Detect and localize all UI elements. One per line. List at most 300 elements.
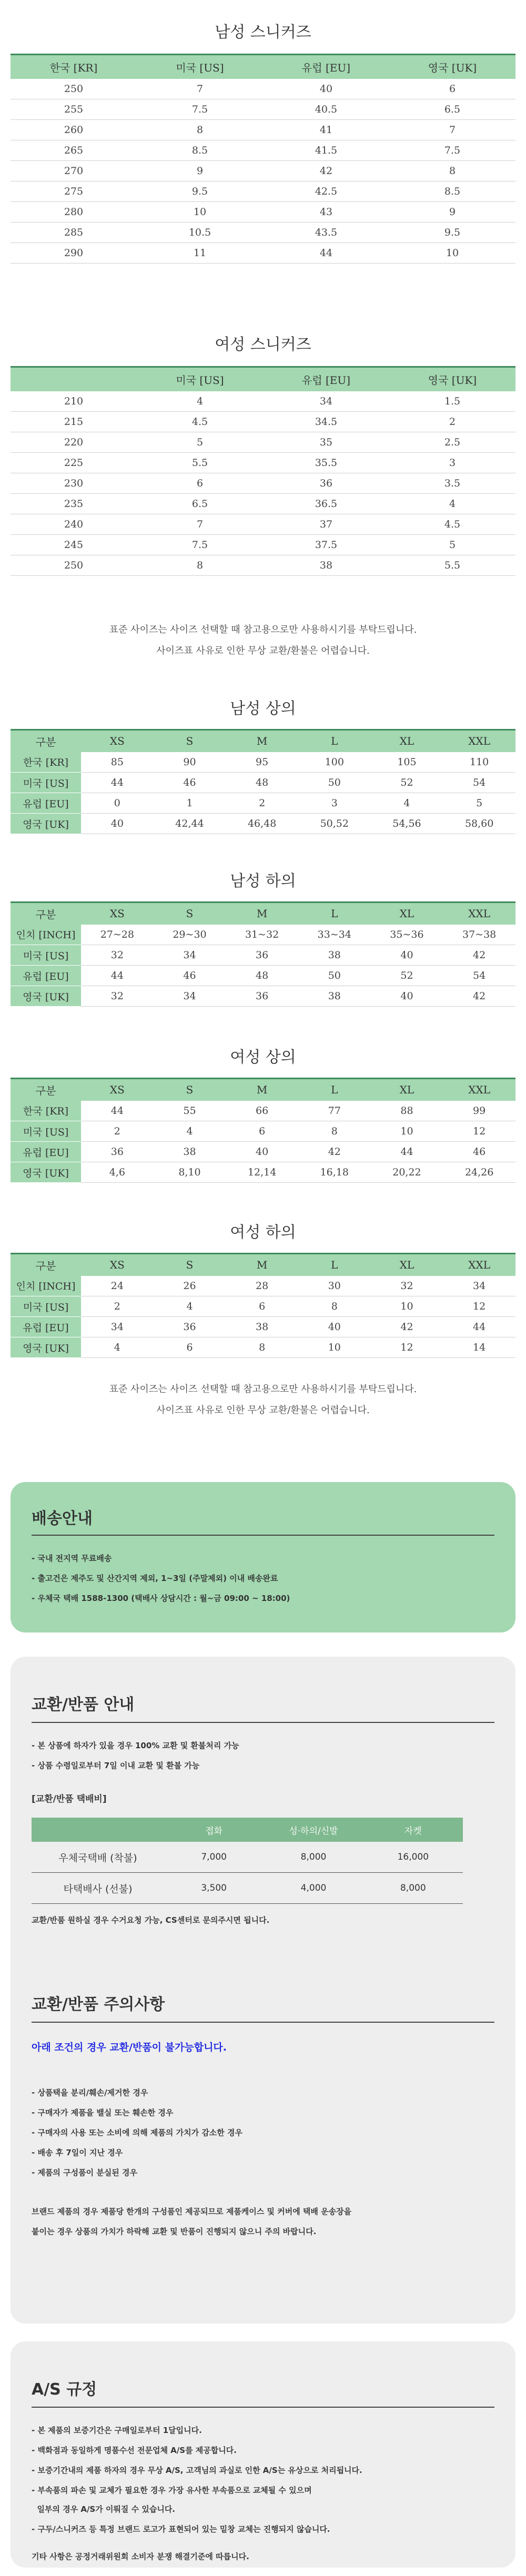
- table-row: [11, 494, 515, 514]
- table-cell: 54: [443, 773, 515, 793]
- table-cell: 40: [371, 986, 443, 1007]
- size-header: L: [298, 730, 371, 752]
- men-sneakers-table: [11, 54, 515, 263]
- men-sneakers-title: 남성 스니커즈: [215, 23, 311, 42]
- table-cell: 235: [11, 494, 137, 514]
- size-notice-2-line2: 사이즈표 사유로 인한 무상 교환/환불은 어렵습니다.: [156, 1405, 370, 1416]
- header-label: 구분: [11, 1254, 81, 1276]
- table-cell: 6.5: [389, 99, 515, 120]
- table-cell: 34: [154, 945, 226, 966]
- table-cell: 36.5: [263, 494, 389, 514]
- table-cell: 8: [298, 1296, 371, 1317]
- table-cell: 33~34: [298, 925, 371, 945]
- table-cell: 225: [11, 453, 137, 473]
- table-cell: 8.5: [389, 181, 515, 202]
- size-header: XL: [371, 1254, 443, 1276]
- table-cell: 260: [11, 120, 137, 140]
- table-cell: 12: [443, 1296, 515, 1317]
- table-cell: 41.5: [263, 140, 389, 161]
- table-cell: 3: [298, 793, 371, 814]
- table-cell: 38: [154, 1142, 226, 1162]
- shipping-box: [11, 1482, 515, 1632]
- men-tops-section: [11, 695, 515, 834]
- table-row: [11, 986, 515, 1007]
- table-cell: 40: [81, 814, 154, 834]
- row-header: 미국 [US]: [11, 945, 81, 966]
- table-cell: 8: [226, 1337, 298, 1358]
- row-header: 미국 [US]: [11, 1121, 81, 1142]
- men-bottoms-table: [11, 901, 515, 1007]
- as-line-2: - 백화점과 동일하게 명품수선 전문업체 A/S를 제공합니다.: [32, 2446, 237, 2455]
- table-cell: 34: [81, 1317, 154, 1337]
- header-label: 구분: [11, 1079, 81, 1101]
- table-cell: 4.5: [137, 412, 263, 432]
- table-cell: 34: [154, 986, 226, 1007]
- table-cell: 6: [226, 1296, 298, 1317]
- row-header: 영국 [UK]: [11, 1337, 81, 1358]
- table-cell: 10: [298, 1337, 371, 1358]
- table-cell: 42.5: [263, 181, 389, 202]
- table-row: [11, 773, 515, 793]
- table-cell: 37~38: [443, 925, 515, 945]
- table-row: [11, 814, 515, 834]
- men-sneakers-header: 유럽 [EU]: [263, 55, 389, 79]
- caution-line-1: - 상품택을 분리/훼손/제거한 경우: [32, 2088, 148, 2097]
- table-cell: 36: [226, 945, 298, 966]
- table-cell: 38: [298, 986, 371, 1007]
- exchange-footer: 교환/반품 원하실 경우 수거요청 가능, CS센터로 문의주시면 됩니다.: [32, 1915, 270, 1925]
- caution-title: 교환/반품 주의사항: [32, 1995, 165, 2014]
- table-cell: 8: [389, 161, 515, 181]
- table-cell: 50: [298, 966, 371, 986]
- header-label: 구분: [11, 730, 81, 752]
- men-bottoms-section: [11, 868, 515, 1007]
- size-header: XL: [371, 902, 443, 925]
- table-cell: 40.5: [263, 99, 389, 120]
- table-row: [11, 1162, 515, 1183]
- table-cell: 4: [137, 391, 263, 412]
- as-line-4: - 부속품의 파손 및 교체가 필요한 경우 가장 유사한 부속품으로 교체될 수 있으며: [32, 2486, 312, 2495]
- table-cell: 32: [81, 986, 154, 1007]
- as-divider: [32, 2407, 494, 2408]
- row-header: 유럽 [EU]: [11, 793, 81, 814]
- table-cell: 5.5: [389, 555, 515, 576]
- men-sneakers-header: 한국 [KR]: [11, 55, 137, 79]
- table-row: [11, 1101, 515, 1121]
- table-row: [11, 222, 515, 243]
- fee-row: [32, 1842, 463, 1873]
- table-cell: 66: [226, 1101, 298, 1121]
- table-cell: 4: [154, 1296, 226, 1317]
- table-cell: 5.5: [137, 453, 263, 473]
- table-cell: 42: [443, 945, 515, 966]
- table-cell: 215: [11, 412, 137, 432]
- table-cell: 10: [389, 243, 515, 263]
- table-cell: 52: [371, 966, 443, 986]
- as-box: [11, 2341, 515, 2568]
- size-header: M: [226, 730, 298, 752]
- table-cell: 46: [154, 966, 226, 986]
- exchange-line-1: - 본 상품에 하자가 있을 경우 100% 교환 및 환불처리 가능: [32, 1741, 239, 1750]
- shipping-divider: [32, 1535, 494, 1536]
- size-header: S: [154, 1079, 226, 1101]
- table-cell: 270: [11, 161, 137, 181]
- table-cell: 6.5: [137, 494, 263, 514]
- table-cell: 38: [226, 1317, 298, 1337]
- table-row: [11, 535, 515, 555]
- fee-amount: 3,500: [164, 1873, 264, 1904]
- table-cell: 85: [81, 752, 154, 773]
- women-sneakers-table: [11, 366, 515, 576]
- table-cell: 44: [263, 243, 389, 263]
- fee-header: 성·하의/신발: [264, 1818, 363, 1842]
- table-cell: 37: [263, 514, 389, 535]
- header-label: 구분: [11, 902, 81, 925]
- table-cell: 8: [298, 1121, 371, 1142]
- size-header: L: [298, 1254, 371, 1276]
- table-cell: 40: [226, 1142, 298, 1162]
- caution-divider: [32, 2022, 494, 2023]
- table-cell: 31~32: [226, 925, 298, 945]
- men-sneakers-header: 미국 [US]: [137, 55, 263, 79]
- table-cell: 35~36: [371, 925, 443, 945]
- women-bottoms-table: [11, 1253, 515, 1358]
- size-header: M: [226, 1254, 298, 1276]
- table-row: [11, 202, 515, 222]
- table-cell: 9.5: [389, 222, 515, 243]
- table-cell: 1.5: [389, 391, 515, 412]
- table-row: [11, 555, 515, 576]
- table-cell: 43: [263, 202, 389, 222]
- women-tops-section: [11, 1044, 515, 1183]
- size-header: XS: [81, 730, 154, 752]
- row-header: 한국 [KR]: [11, 752, 81, 773]
- table-row: [11, 432, 515, 453]
- table-cell: 110: [443, 752, 515, 773]
- table-cell: 43.5: [263, 222, 389, 243]
- table-cell: 3: [389, 453, 515, 473]
- size-header: XS: [81, 1254, 154, 1276]
- fee-header: 접화: [164, 1818, 264, 1842]
- table-cell: 4.5: [389, 514, 515, 535]
- row-header: 유럽 [EU]: [11, 1317, 81, 1337]
- table-cell: 6: [154, 1337, 226, 1358]
- table-row: [11, 966, 515, 986]
- as-title: A/S 규정: [32, 2380, 97, 2399]
- table-cell: 230: [11, 473, 137, 494]
- exchange-fee-table: [32, 1818, 463, 1904]
- table-cell: 54,56: [371, 814, 443, 834]
- caution-footer-1: 브랜드 제품의 경우 제품당 한개의 구성품인 제공되므로 제품케이스 및 커버에 택배 운송장을: [32, 2207, 352, 2216]
- size-header: XXL: [443, 1254, 515, 1276]
- table-cell: 11: [137, 243, 263, 263]
- table-cell: 9: [389, 202, 515, 222]
- row-header: 유럽 [EU]: [11, 966, 81, 986]
- table-cell: 240: [11, 514, 137, 535]
- table-cell: 3.5: [389, 473, 515, 494]
- table-cell: 24,26: [443, 1162, 515, 1183]
- table-cell: 46,48: [226, 814, 298, 834]
- exchange-fee-label: [교환/반품 택배비]: [32, 1794, 107, 1804]
- table-cell: 6: [137, 473, 263, 494]
- table-row: [11, 945, 515, 966]
- table-cell: 4: [81, 1337, 154, 1358]
- table-cell: 250: [11, 555, 137, 576]
- table-cell: 36: [226, 986, 298, 1007]
- table-cell: 44: [81, 1101, 154, 1121]
- table-cell: 12: [371, 1337, 443, 1358]
- table-row: [11, 391, 515, 412]
- exchange-line-2: - 상품 수령일로부터 7일 이내 교환 및 환불 가능: [32, 1761, 200, 1770]
- table-cell: 27~28: [81, 925, 154, 945]
- size-notice-2-line1: 표준 사이즈는 사이즈 선택할 때 참고용으로만 사용하시기를 부탁드립니다.: [109, 1384, 417, 1395]
- table-cell: 1: [154, 793, 226, 814]
- table-cell: 0: [81, 793, 154, 814]
- size-header: XL: [371, 1079, 443, 1101]
- table-cell: 99: [443, 1101, 515, 1121]
- table-cell: 2.5: [389, 432, 515, 453]
- table-cell: 255: [11, 99, 137, 120]
- table-cell: 34: [263, 391, 389, 412]
- men-sneakers-header: 영국 [UK]: [389, 55, 515, 79]
- size-header: XXL: [443, 1079, 515, 1101]
- table-cell: 6: [389, 79, 515, 99]
- table-row: [11, 1142, 515, 1162]
- size-header: XL: [371, 730, 443, 752]
- table-cell: 24: [81, 1276, 154, 1296]
- table-cell: 35: [263, 432, 389, 453]
- as-line-1: - 본 제품의 보증기간은 구매일로부터 1달입니다.: [32, 2426, 202, 2435]
- shipping-line-1: - 국내 전지역 무료배송: [32, 1554, 112, 1563]
- table-cell: 8,10: [154, 1162, 226, 1183]
- table-cell: 100: [298, 752, 371, 773]
- row-header: 인치 [INCH]: [11, 1276, 81, 1296]
- table-cell: 42: [443, 986, 515, 1007]
- size-header: S: [154, 902, 226, 925]
- table-cell: 220: [11, 432, 137, 453]
- fee-amount: 4,000: [264, 1873, 363, 1904]
- table-cell: 44: [81, 966, 154, 986]
- exchange-title: 교환/반품 안내: [32, 1696, 135, 1714]
- exchange-box: [11, 1657, 515, 2324]
- table-row: [11, 79, 515, 99]
- row-header: 인치 [INCH]: [11, 925, 81, 945]
- table-cell: 4: [371, 793, 443, 814]
- table-cell: 8: [137, 120, 263, 140]
- table-cell: 48: [226, 773, 298, 793]
- women-sneakers-section: [11, 331, 515, 576]
- table-cell: 12,14: [226, 1162, 298, 1183]
- table-cell: 44: [371, 1142, 443, 1162]
- table-cell: 50: [298, 773, 371, 793]
- caution-line-3: - 구매자의 사용 또는 소비에 의해 제품의 가치가 감소한 경우: [32, 2128, 242, 2137]
- row-header: 영국 [UK]: [11, 1162, 81, 1183]
- table-cell: 2: [81, 1296, 154, 1317]
- women-sneakers-title: 여성 스니커즈: [215, 336, 311, 354]
- table-cell: 26: [154, 1276, 226, 1296]
- row-header: 미국 [US]: [11, 1296, 81, 1317]
- size-header: S: [154, 1254, 226, 1276]
- table-cell: 10: [137, 202, 263, 222]
- fee-header: [32, 1818, 164, 1842]
- fee-courier: 타택배사 (선불): [32, 1873, 164, 1904]
- row-header: 영국 [UK]: [11, 814, 81, 834]
- as-footer: 기타 사항은 공정거래위원회 소비자 분쟁 해결기준에 따릅니다.: [32, 2552, 249, 2561]
- row-header: 한국 [KR]: [11, 1101, 81, 1121]
- size-notice-1-line1: 표준 사이즈는 사이즈 선택할 때 참고용으로만 사용하시기를 부탁드립니다.: [109, 624, 417, 635]
- women-tops-table: [11, 1078, 515, 1183]
- size-notice-2: [0, 1379, 526, 1421]
- table-cell: 8.5: [137, 140, 263, 161]
- table-cell: 34: [443, 1276, 515, 1296]
- table-cell: 32: [371, 1276, 443, 1296]
- table-row: [11, 120, 515, 140]
- fee-amount: 8,000: [264, 1842, 363, 1873]
- table-cell: 16,18: [298, 1162, 371, 1183]
- table-row: [11, 473, 515, 494]
- table-row: [11, 1317, 515, 1337]
- table-cell: 44: [443, 1317, 515, 1337]
- size-header: S: [154, 730, 226, 752]
- table-cell: 36: [81, 1142, 154, 1162]
- table-cell: 5: [443, 793, 515, 814]
- table-cell: 40: [371, 945, 443, 966]
- table-cell: 12: [443, 1121, 515, 1142]
- table-cell: 5: [389, 535, 515, 555]
- table-cell: 90: [154, 752, 226, 773]
- size-header: XS: [81, 1079, 154, 1101]
- women-tops-title: 여성 상의: [230, 1048, 296, 1067]
- table-cell: 38: [298, 945, 371, 966]
- fee-header: 자켓: [363, 1818, 463, 1842]
- women-sneakers-header: 미국 [US]: [137, 367, 263, 391]
- table-row: [11, 453, 515, 473]
- size-header: L: [298, 902, 371, 925]
- shipping-title: 배송안내: [32, 1509, 93, 1528]
- table-row: [11, 161, 515, 181]
- table-cell: 7.5: [137, 99, 263, 120]
- table-cell: 36: [263, 473, 389, 494]
- table-cell: 77: [298, 1101, 371, 1121]
- women-sneakers-header: [11, 367, 137, 391]
- caution-line-4: - 배송 후 7일이 지난 경우: [32, 2148, 123, 2157]
- table-cell: 6: [226, 1121, 298, 1142]
- table-cell: 42,44: [154, 814, 226, 834]
- table-cell: 105: [371, 752, 443, 773]
- men-sneakers-section: [11, 19, 515, 263]
- table-row: [11, 925, 515, 945]
- table-cell: 38: [263, 555, 389, 576]
- table-cell: 40: [298, 1317, 371, 1337]
- table-cell: 55: [154, 1101, 226, 1121]
- table-cell: 20,22: [371, 1162, 443, 1183]
- table-row: [11, 1337, 515, 1358]
- table-cell: 9.5: [137, 181, 263, 202]
- table-row: [11, 793, 515, 814]
- table-cell: 46: [154, 773, 226, 793]
- table-cell: 46: [443, 1142, 515, 1162]
- table-cell: 41: [263, 120, 389, 140]
- table-cell: 28: [226, 1276, 298, 1296]
- table-cell: 14: [443, 1337, 515, 1358]
- table-cell: 275: [11, 181, 137, 202]
- men-bottoms-title: 남성 하의: [230, 872, 296, 890]
- table-cell: 285: [11, 222, 137, 243]
- table-cell: 10.5: [137, 222, 263, 243]
- fee-amount: 7,000: [164, 1842, 264, 1873]
- table-cell: 42: [298, 1142, 371, 1162]
- table-cell: 4: [389, 494, 515, 514]
- size-header: M: [226, 902, 298, 925]
- row-header: 미국 [US]: [11, 773, 81, 793]
- table-row: [11, 1296, 515, 1317]
- table-cell: 290: [11, 243, 137, 263]
- table-cell: 37.5: [263, 535, 389, 555]
- table-cell: 4,6: [81, 1162, 154, 1183]
- shipping-line-3: - 우체국 택배 1588-1300 (택배사 상담시간 : 월~금 09:00 ~ 18:00): [32, 1594, 290, 1603]
- table-cell: 48: [226, 966, 298, 986]
- table-cell: 44: [81, 773, 154, 793]
- table-cell: 88: [371, 1101, 443, 1121]
- table-cell: 2: [226, 793, 298, 814]
- table-row: [11, 1121, 515, 1142]
- table-cell: 7.5: [389, 140, 515, 161]
- table-row: [11, 181, 515, 202]
- table-cell: 250: [11, 79, 137, 99]
- table-cell: 34.5: [263, 412, 389, 432]
- caution-line-2: - 구매자가 제품을 밸실 또는 훼손한 경우: [32, 2108, 174, 2117]
- women-bottoms-title: 여성 하의: [230, 1223, 296, 1242]
- table-cell: 280: [11, 202, 137, 222]
- table-cell: 42: [371, 1317, 443, 1337]
- table-row: [11, 412, 515, 432]
- size-notice-1: [0, 620, 526, 662]
- as-line-6: - 구두/스니커즈 등 특정 브랜드 로고가 표현되어 있는 밑창 교체는 진행되지 않습니다.: [32, 2524, 330, 2534]
- table-cell: 9: [137, 161, 263, 181]
- table-cell: 7: [137, 79, 263, 99]
- table-cell: 32: [81, 945, 154, 966]
- table-cell: 245: [11, 535, 137, 555]
- fee-row: [32, 1873, 463, 1904]
- table-row: [11, 1276, 515, 1296]
- table-cell: 265: [11, 140, 137, 161]
- exchange-divider: [32, 1722, 494, 1723]
- row-header: 영국 [UK]: [11, 986, 81, 1007]
- men-tops-title: 남성 상의: [230, 699, 296, 718]
- table-cell: 50,52: [298, 814, 371, 834]
- caution-line-5: - 제품의 구성품이 분실된 경우: [32, 2168, 137, 2177]
- table-cell: 40: [263, 79, 389, 99]
- table-row: [11, 514, 515, 535]
- table-cell: 4: [154, 1121, 226, 1142]
- table-cell: 52: [371, 773, 443, 793]
- table-cell: 29~30: [154, 925, 226, 945]
- women-bottoms-section: [11, 1219, 515, 1358]
- table-cell: 54: [443, 966, 515, 986]
- table-cell: 2: [81, 1121, 154, 1142]
- table-cell: 10: [371, 1121, 443, 1142]
- as-line-5: 일부의 경우 A/S가 이뤄질 수 있습니다.: [32, 2504, 176, 2514]
- table-cell: 10: [371, 1296, 443, 1317]
- size-notice-1-line2: 사이즈표 사유로 인한 무상 교환/환불은 어렵습니다.: [156, 645, 370, 656]
- row-header: 유럽 [EU]: [11, 1142, 81, 1162]
- fee-amount: 8,000: [363, 1873, 463, 1904]
- table-cell: 7: [389, 120, 515, 140]
- shipping-line-2: - 출고건은 제주도 및 산간지역 제외, 1~3일 (주말제외) 이내 배송완료: [32, 1574, 278, 1583]
- caution-subtitle: 아래 조건의 경우 교환/반품이 불가능합니다.: [32, 2042, 227, 2053]
- table-row: [11, 99, 515, 120]
- table-cell: 35.5: [263, 453, 389, 473]
